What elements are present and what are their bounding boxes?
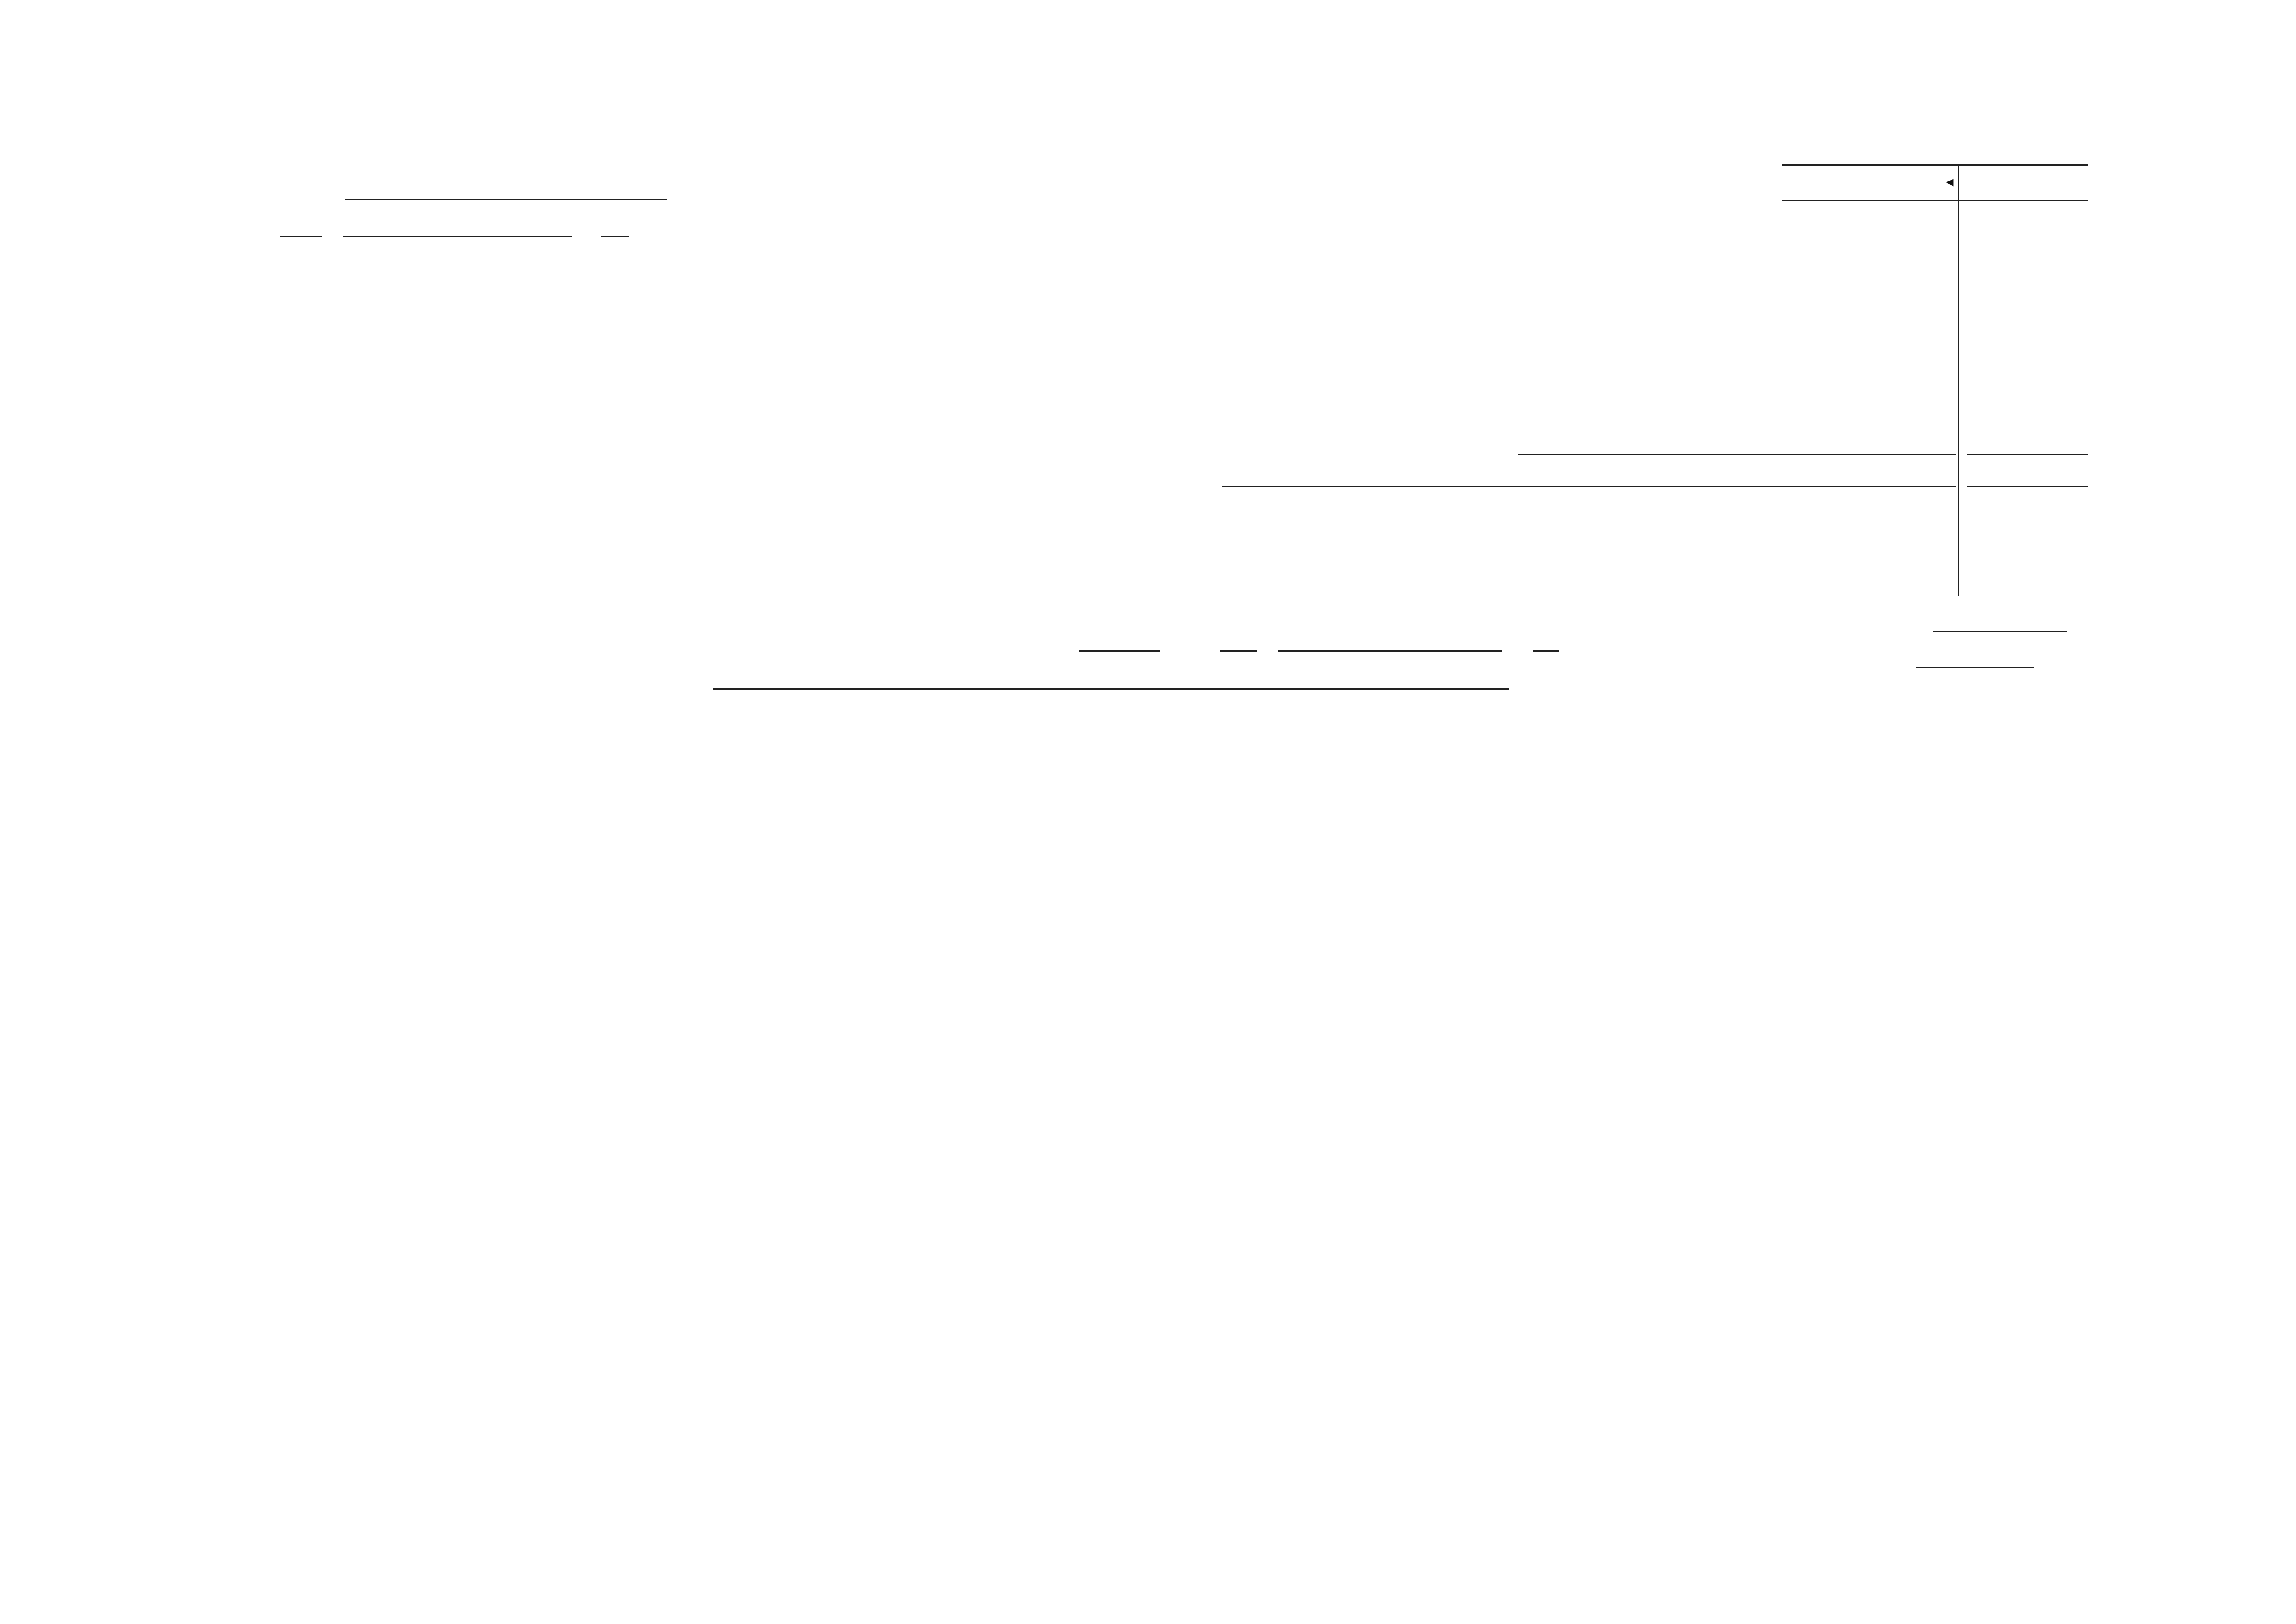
- form-arrow-icon: ◂: [1947, 174, 1954, 189]
- object-code-line1: [1967, 454, 2088, 455]
- codes-top-line: [1782, 164, 2088, 166]
- spec-month-line: [1278, 650, 1502, 652]
- spec-day-line: [1220, 650, 1257, 652]
- sheet-line: [1916, 667, 2034, 668]
- year-line: [601, 236, 629, 237]
- spec-table: [226, 722, 2098, 903]
- day-line: [280, 236, 322, 237]
- chief-line: [345, 199, 667, 200]
- form-line: [1782, 200, 2088, 201]
- codes-divider: [1958, 166, 1959, 596]
- total-sheets-line: [1933, 631, 2067, 632]
- spec-number-line: [1079, 650, 1160, 652]
- object-line1: [1518, 454, 1956, 455]
- object-line2: [1222, 486, 1956, 487]
- spec-subject-line: [713, 688, 1509, 690]
- spec-year-line: [1533, 650, 1559, 652]
- month-line: [343, 236, 572, 237]
- object-code-line2: [1967, 486, 2088, 487]
